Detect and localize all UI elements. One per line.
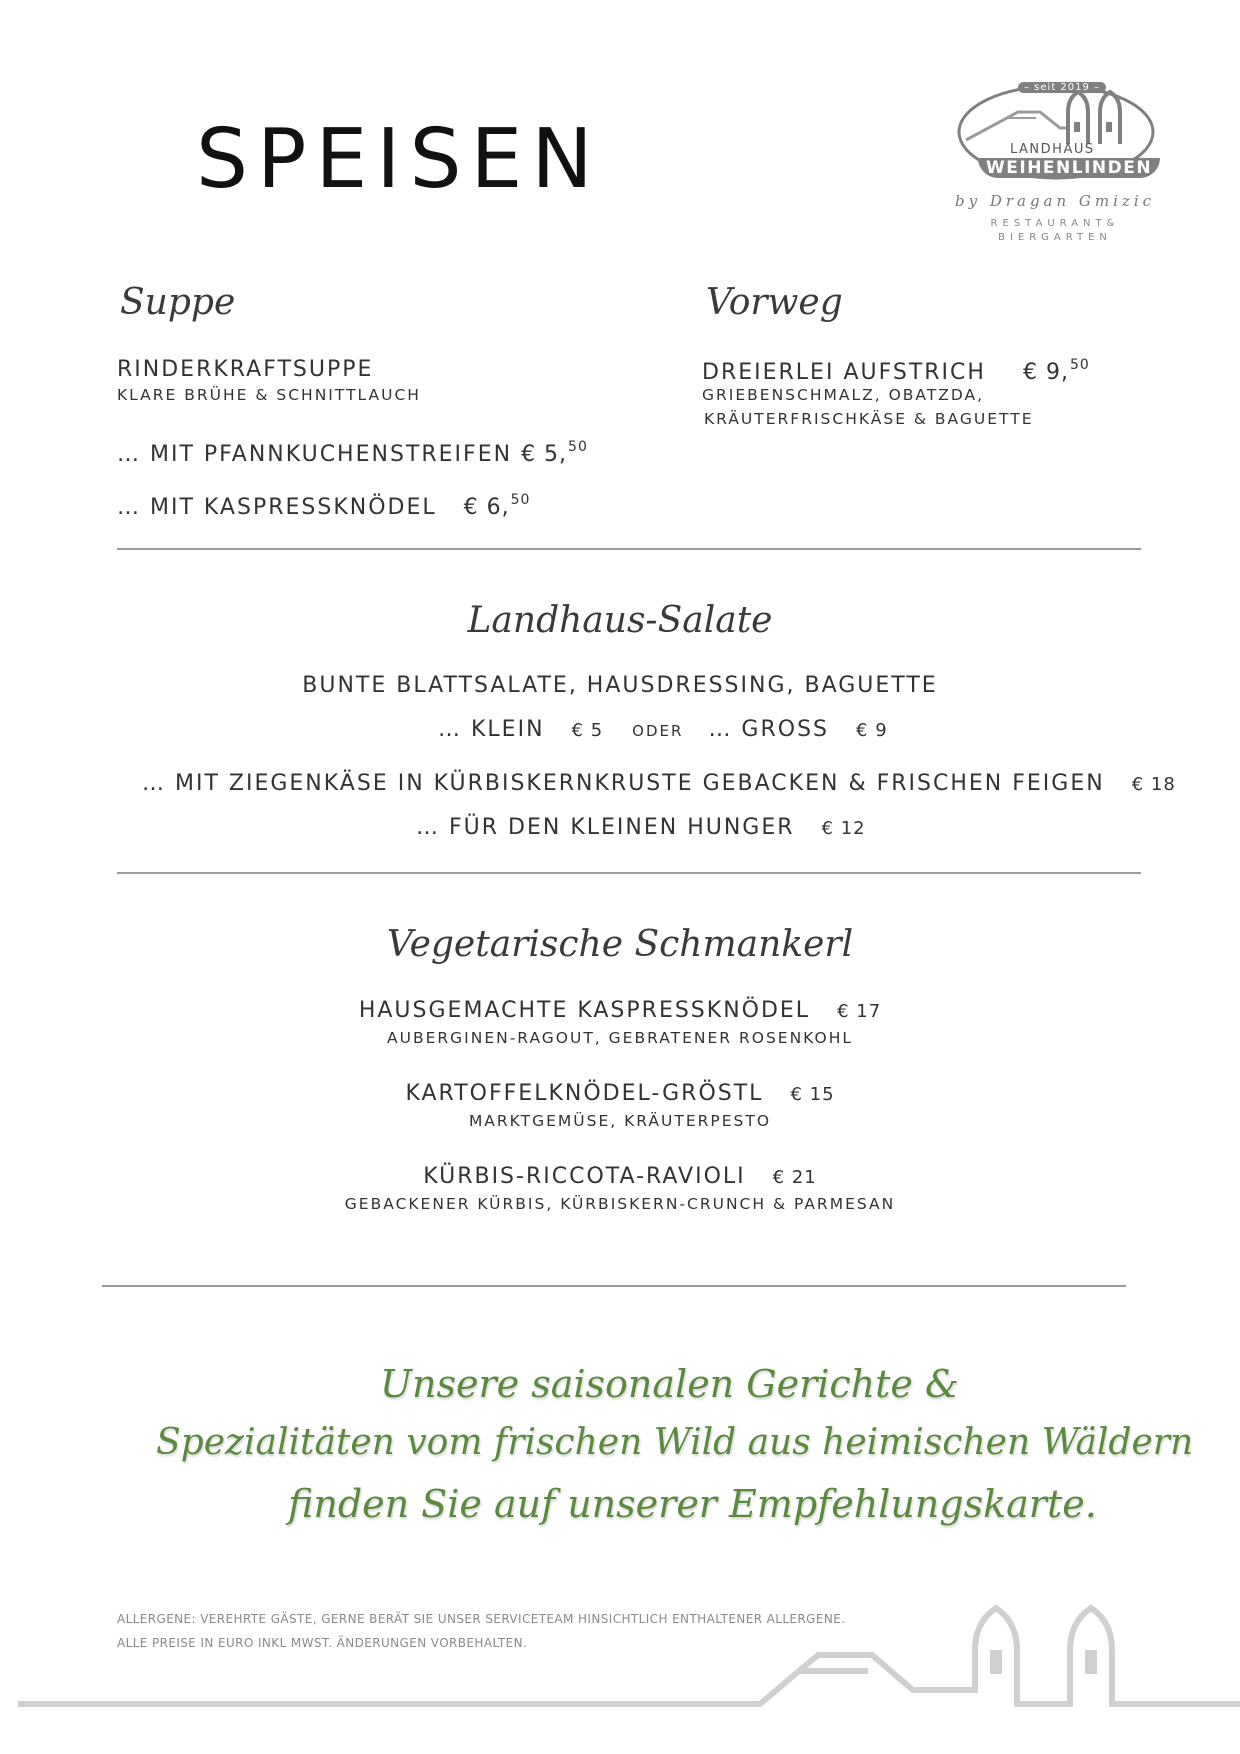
suppe-name: RINDERKRAFTSUPPE [117, 357, 374, 382]
salate-line: BUNTE BLATTSALATE, HAUSDRESSING, BAGUETTE [302, 673, 938, 698]
bottom-silhouette-graphic [0, 1580, 1240, 1754]
suppe-option-1 [117, 439, 588, 467]
vorweg-name: DREIERLEI AUFSTRICH [702, 360, 986, 385]
vorweg-item [702, 357, 1090, 385]
suppe-option-2 [117, 492, 530, 520]
vorweg-desc-1: GRIEBENSCHMALZ, OBATZDA, [702, 386, 985, 404]
logo-line1: LANDHAUS [1010, 142, 1095, 157]
logo-line2: WEIHENLINDEN [978, 158, 1160, 178]
page-title: SPEISEN [196, 112, 602, 207]
logo-subtitle-1: RESTAURANT& [990, 218, 1120, 229]
salate-hunger [416, 815, 866, 840]
salate-hunger-price: € 12 [821, 818, 866, 839]
vorweg-heading: Vorweg [706, 282, 843, 323]
vegetarisch-heading: Vegetarische Schmankerl [386, 924, 854, 965]
veg-item-2-name: KARTOFFELKNÖDEL-GRÖSTL [405, 1081, 764, 1106]
veg-item-1-price: € 17 [837, 1001, 882, 1022]
allergen-note: ALLERGENE: VEREHRTE GÄSTE, GERNE BERÄT SIE UNSER SERVICETEAM HINSICHTLICH ENTHALTENER ALLERGENE. [117, 1612, 846, 1626]
logo-since: – seit 2019 – [1018, 82, 1106, 93]
salate-hunger-label: … FÜR DEN KLEINEN HUNGER [416, 815, 795, 840]
veg-item-3-name: KÜRBIS-RICCOTA-RAVIOLI [423, 1164, 746, 1189]
veg-item-1 [0, 998, 1240, 1023]
veg-item-3 [0, 1164, 1240, 1189]
restaurant-logo [940, 82, 1170, 252]
veg-item-2 [0, 1081, 1240, 1106]
salate-sizes [438, 717, 888, 742]
salate-oder: ODER [632, 722, 684, 740]
suppe-option-2-price: € 6,50 [463, 492, 531, 520]
salate-ziegen-price: € 18 [1131, 774, 1176, 795]
suppe-desc: KLARE BRÜHE & SCHNITTLAUCH [117, 386, 421, 404]
veg-item-3-price: € 21 [772, 1167, 817, 1188]
vorweg-desc-2: KRÄUTERFRISCHKÄSE & BAGUETTE [704, 410, 1034, 428]
salate-heading: Landhaus-Salate [467, 600, 773, 641]
closing-line-2: Spezialitäten vom frischen Wild aus heimischen Wäldern [156, 1422, 1194, 1463]
divider-3 [102, 1285, 1126, 1287]
salate-klein-price: € 5 [571, 720, 604, 741]
logo-subtitle-2: BIERGARTEN [998, 232, 1112, 243]
vorweg-price: € 9,50 [1022, 357, 1090, 385]
veg-item-1-desc: AUBERGINEN-RAGOUT, GEBRATENER ROSENKOHL [387, 1029, 853, 1047]
salate-gross-label: … GROSS [708, 717, 830, 742]
closing-line-1: Unsere saisonalen Gerichte & [380, 1362, 959, 1406]
divider-1 [117, 548, 1141, 550]
salate-klein-label: … KLEIN [438, 717, 545, 742]
closing-line-3: finden Sie auf unserer Empfehlungskarte. [288, 1482, 1097, 1526]
salate-ziegen-label: … MIT ZIEGENKÄSE IN KÜRBISKERNKRUSTE GEBACKEN & FRISCHEN FEIGEN [142, 771, 1105, 796]
veg-item-2-desc: MARKTGEMÜSE, KRÄUTERPESTO [468, 1112, 772, 1130]
salate-gross-price: € 9 [856, 720, 888, 741]
price-note: ALLE PREISE IN EURO INKL MWST. ÄNDERUNGEN VORBEHALTEN. [117, 1636, 528, 1650]
suppe-option-1-price: € 5,50 [521, 439, 588, 467]
suppe-heading: Suppe [120, 282, 236, 323]
veg-item-1-name: HAUSGEMACHTE KASPRESSKNÖDEL [358, 998, 811, 1023]
veg-item-3-desc: GEBACKENER KÜRBIS, KÜRBISKERN-CRUNCH & PARMESAN [344, 1195, 896, 1213]
divider-2 [117, 872, 1141, 874]
salate-ziegenkaese [142, 771, 1176, 796]
suppe-option-1-label: … MIT PFANNKUCHENSTREIFEN [117, 442, 513, 467]
suppe-option-2-label: … MIT KASPRESSKNÖDEL [117, 495, 437, 520]
logo-signature: by Dragan Gmizic [954, 192, 1156, 210]
veg-item-2-price: € 15 [790, 1084, 835, 1105]
